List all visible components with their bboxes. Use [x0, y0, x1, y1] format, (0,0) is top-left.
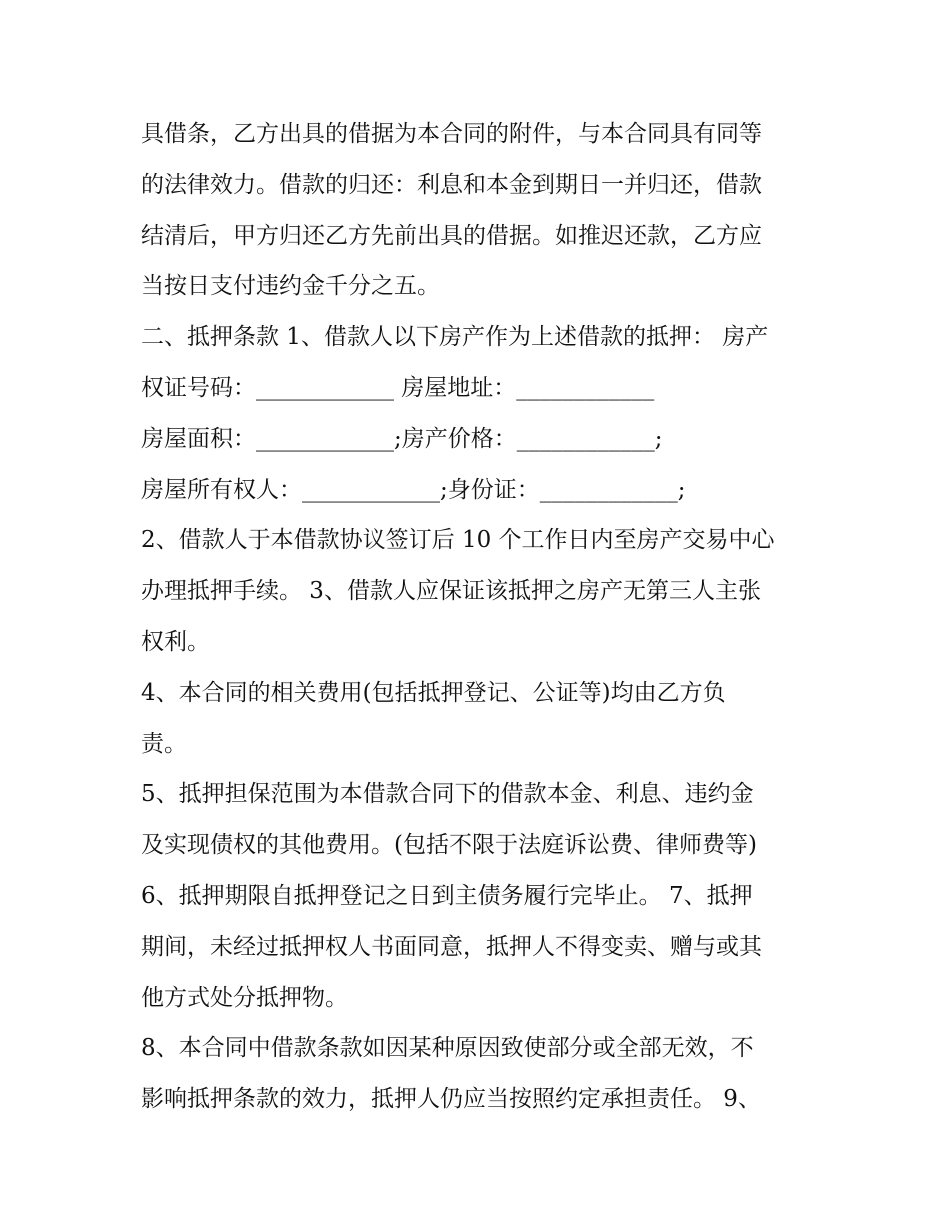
- text-line: 期间，未经过抵押权人书面同意，抵押人不得变卖、赠与或其: [141, 933, 762, 960]
- paragraph-clause-5: [141, 769, 821, 871]
- text-line-property-area: 房屋面积：____________;房产价格：____________;: [141, 425, 663, 452]
- text-line: 及实现债权的其他费用。(包括不限于法庭诉讼费、律师费等): [141, 832, 757, 859]
- text-line: 4、本合同的相关费用(包括抵押登记、公证等)均由乙方负: [141, 679, 726, 706]
- paragraph-loan-repayment: [141, 109, 821, 312]
- text-line: 2、借款人于本借款协议签订后 10 个工作日内至房产交易中心: [141, 527, 775, 554]
- text-line: 权利。: [141, 628, 210, 655]
- text-line: 办理抵押手续。 3、借款人应保证该抵押之房产无第三人主张: [141, 578, 761, 605]
- text-line: 责。: [141, 730, 187, 757]
- text-line: 6、抵押期限自抵押登记之日到主债务履行完毕止。 7、抵押: [141, 882, 753, 909]
- text-line-property-owner: 房屋所有权人：____________;身份证：____________;: [141, 476, 686, 503]
- text-line-property-cert: 权证号码：____________ 房屋地址：____________: [141, 374, 655, 401]
- text-line: 影响抵押条款的效力，抵押人仍应当按照约定承担责任。 9、: [141, 1086, 761, 1113]
- paragraph-clause-6-7: [141, 871, 821, 1023]
- text-line: 当按日支付违约金千分之五。: [141, 273, 440, 300]
- text-line: 他方式处分抵押物。: [141, 984, 348, 1011]
- text-line: 5、抵押担保范围为本借款合同下的借款本金、利息、违约金: [141, 781, 754, 808]
- text-line: 的法律效力。借款的归还：利息和本金到期日一并归还，借款: [141, 171, 762, 198]
- paragraph-mortgage-terms: [141, 312, 821, 515]
- text-line: 8、本合同中借款条款如因某种原因致使部分或全部无效，不: [141, 1035, 754, 1062]
- text-line: 具借条，乙方出具的借据为本合同的附件，与本合同具有同等: [141, 121, 762, 147]
- document-body: [141, 109, 821, 1125]
- paragraph-clause-4: [141, 668, 821, 770]
- text-line: 二、抵押条款 1、借款人以下房产作为上述借款的抵押： 房产: [141, 324, 769, 351]
- paragraph-clause-2-3: [141, 515, 821, 667]
- paragraph-clause-8-9: [141, 1023, 821, 1125]
- text-line: 结清后，甲方归还乙方先前出具的借据。如推迟还款，乙方应: [141, 222, 762, 249]
